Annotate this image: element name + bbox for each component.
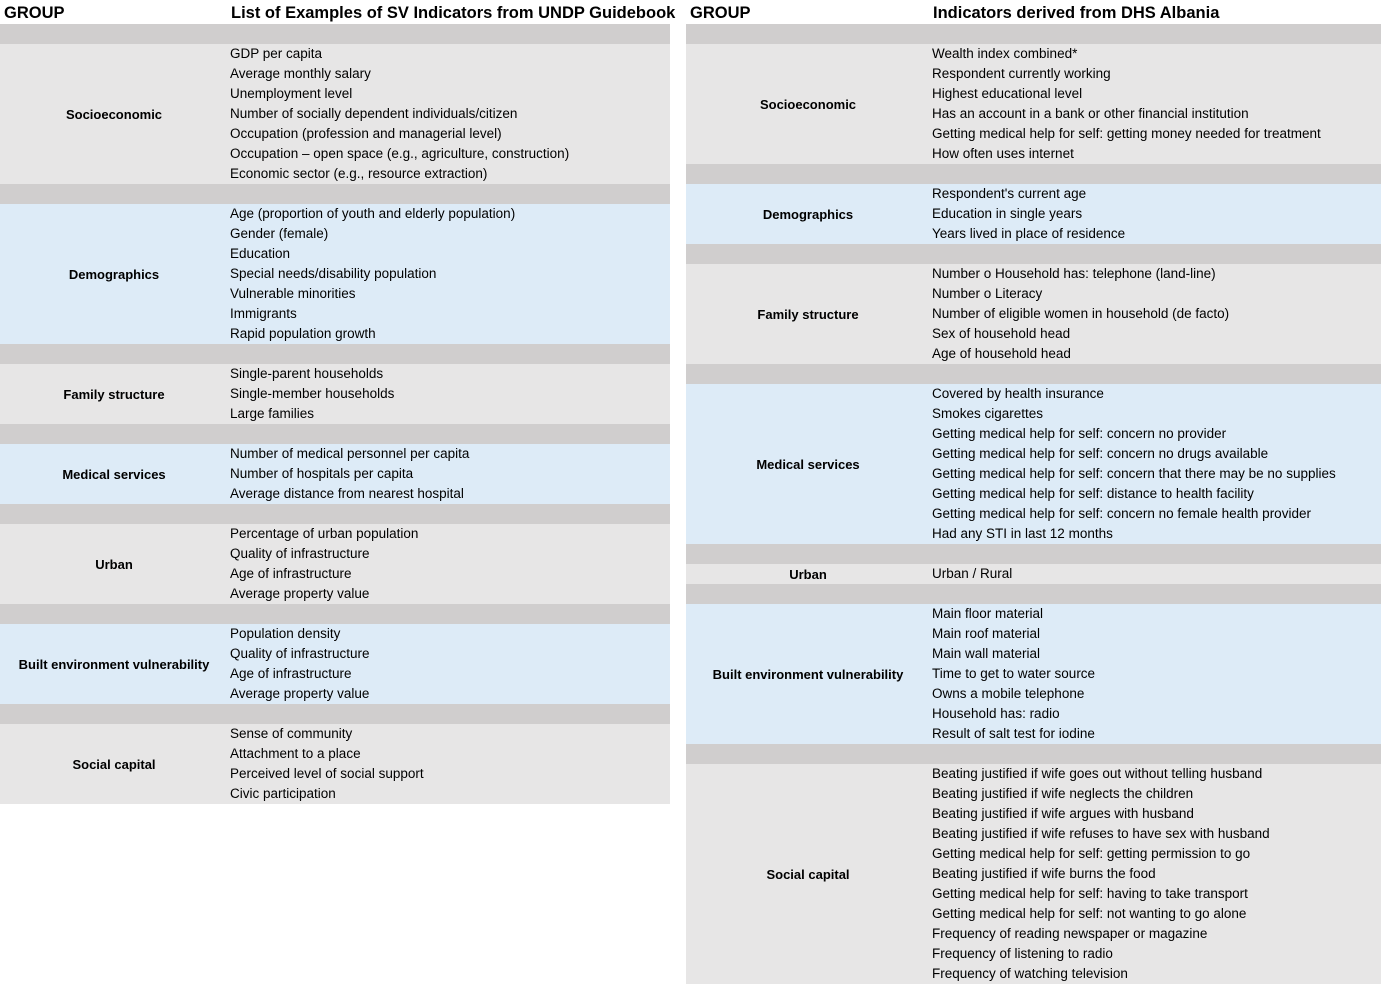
group-label: Medical services [756, 456, 860, 472]
indicator-item: Special needs/disability population [230, 266, 437, 281]
indicator-item: Getting medical help for self: concern no provider [932, 426, 1227, 441]
indicator-item: Quality of infrastructure [230, 546, 370, 561]
group-column-header: GROUP [4, 4, 65, 22]
section-spacer [0, 604, 670, 624]
indicator-item: Number o Household has: telephone (land-line) [932, 266, 1216, 281]
table-body [686, 24, 1381, 984]
indicator-item: Sex of household head [932, 326, 1071, 341]
group-column-header: GROUP [690, 4, 751, 22]
indicator-item: Beating justified if wife goes out without telling husband [932, 766, 1263, 781]
group-label: Family structure [757, 306, 859, 322]
group-label: Medical services [62, 466, 166, 482]
indicators-column-header: Indicators derived from DHS Albania [933, 4, 1220, 22]
indicator-item: Civic participation [230, 786, 336, 801]
indicator-item: Number of hospitals per capita [230, 466, 414, 481]
indicator-list [930, 764, 1381, 984]
indicator-item: Getting medical help for self: getting permission to go [932, 846, 1251, 861]
group-label: Urban [789, 566, 827, 582]
section-spacer [0, 24, 670, 44]
section-spacer [686, 364, 1381, 384]
section-spacer [0, 424, 670, 444]
indicator-item: Beating justified if wife argues with husband [932, 806, 1194, 821]
indicator-item: Single-parent households [230, 366, 384, 381]
indicator-item: Population density [230, 626, 341, 641]
indicator-item: Age of household head [932, 346, 1071, 361]
indicator-list [228, 44, 670, 184]
indicator-item: Main roof material [932, 626, 1041, 641]
indicator-item: Age of infrastructure [230, 666, 352, 681]
indicator-item: Frequency of listening to radio [932, 946, 1113, 961]
indicator-item: Getting medical help for self: distance to health facility [932, 486, 1254, 501]
indicator-list [930, 604, 1381, 744]
section-row [686, 264, 1381, 364]
indicator-list [930, 384, 1381, 544]
section-row [686, 184, 1381, 244]
indicator-item: Wealth index combined* [932, 46, 1078, 61]
indicator-item: Number of medical personnel per capita [230, 446, 470, 461]
table-body [0, 24, 670, 804]
indicator-item: Beating justified if wife refuses to have sex with husband [932, 826, 1270, 841]
indicator-list [228, 364, 670, 424]
indicator-item: Time to get to water source [932, 666, 1096, 681]
group-label: Demographics [762, 206, 854, 222]
indicator-item: Large families [230, 406, 315, 421]
indicator-item: Number of socially dependent individuals/citizen [230, 106, 518, 121]
table-header [0, 0, 676, 24]
section-row [0, 724, 670, 804]
section-row [0, 624, 670, 704]
indicator-item: Vulnerable minorities [230, 286, 356, 301]
indicator-list [930, 264, 1381, 364]
section-row [0, 364, 670, 424]
indicator-list [930, 44, 1381, 164]
section-row [686, 44, 1381, 164]
section-spacer [0, 704, 670, 724]
section-spacer [686, 244, 1381, 264]
table-header [686, 0, 1381, 24]
section-spacer [0, 344, 670, 364]
indicator-item: Getting medical help for self: concern that there may be no supplies [932, 466, 1336, 481]
indicator-item: Average property value [230, 586, 370, 601]
indicator-item: Frequency of watching television [932, 966, 1128, 981]
indicator-item: Economic sector (e.g., resource extraction) [230, 166, 488, 181]
indicator-list [228, 724, 670, 804]
section-row [0, 204, 670, 344]
section-row [686, 604, 1381, 744]
group-label: Urban [95, 556, 133, 572]
group-label: Socioeconomic [759, 96, 857, 112]
indicator-item: Respondent's current age [932, 186, 1087, 201]
indicator-item: Respondent currently working [932, 66, 1111, 81]
section-row [686, 764, 1381, 984]
group-label: Demographics [68, 266, 160, 282]
indicator-list [930, 184, 1381, 244]
indicator-item: Average property value [230, 686, 370, 701]
indicator-item: Sense of community [230, 726, 353, 741]
group-label: Family structure [63, 386, 165, 402]
indicator-list [228, 524, 670, 604]
indicators-column-header: List of Examples of SV Indicators from UNDP Guidebook [231, 4, 676, 22]
group-label: Socioeconomic [65, 106, 163, 122]
indicator-item: Had any STI in last 12 months [932, 526, 1113, 541]
indicator-item: Getting medical help for self: not wanting to go alone [932, 906, 1247, 921]
indicator-item: Age of infrastructure [230, 566, 352, 581]
indicator-item: Occupation – open space (e.g., agriculture, construction) [230, 146, 570, 161]
indicator-item: Beating justified if wife neglects the children [932, 786, 1194, 801]
indicator-item: Getting medical help for self: concern no female health provider [932, 506, 1311, 521]
section-row [686, 564, 1381, 584]
dhs-albania-indicators-table [686, 0, 1381, 984]
indicator-item: Smokes cigarettes [932, 406, 1044, 421]
indicator-item: Average monthly salary [230, 66, 371, 81]
indicator-item: Number o Literacy [932, 286, 1043, 301]
indicator-item: Gender (female) [230, 226, 329, 241]
indicator-item: Result of salt test for iodine [932, 726, 1095, 741]
indicator-item: Getting medical help for self: getting money needed for treatment [932, 126, 1321, 141]
indicator-item: Perceived level of social support [230, 766, 424, 781]
group-label: Built environment vulnerability [18, 656, 210, 672]
section-spacer [0, 504, 670, 524]
indicator-item: Occupation (profession and managerial level) [230, 126, 502, 141]
section-spacer [686, 24, 1381, 44]
indicator-item: Main wall material [932, 646, 1041, 661]
section-spacer [686, 544, 1381, 564]
indicator-item: Education [230, 246, 291, 261]
indicator-item: Age (proportion of youth and elderly population) [230, 206, 516, 221]
indicator-item: Beating justified if wife burns the food [932, 866, 1156, 881]
indicator-list [228, 204, 670, 344]
section-row [0, 44, 670, 184]
indicator-item: Main floor material [932, 606, 1044, 621]
indicator-list [930, 564, 1381, 584]
indicator-item: Highest educational level [932, 86, 1083, 101]
indicator-item: How often uses internet [932, 146, 1074, 161]
indicator-item: Single-member households [230, 386, 395, 401]
section-row [0, 524, 670, 604]
indicator-item: Percentage of urban population [230, 526, 419, 541]
indicator-item: Rapid population growth [230, 326, 376, 341]
section-spacer [686, 744, 1381, 764]
section-row [0, 444, 670, 504]
indicator-item: Has an account in a bank or other financial institution [932, 106, 1249, 121]
indicator-item: Getting medical help for self: having to take transport [932, 886, 1248, 901]
indicator-item: Unemployment level [230, 86, 353, 101]
undp-indicators-table [0, 0, 676, 804]
indicator-item: Immigrants [230, 306, 297, 321]
group-label: Social capital [766, 866, 850, 882]
group-label: Built environment vulnerability [712, 666, 904, 682]
indicator-item: GDP per capita [230, 46, 323, 61]
indicator-list [228, 624, 670, 704]
section-spacer [686, 584, 1381, 604]
indicator-item: Number of eligible women in household (de facto) [932, 306, 1230, 321]
indicator-item: Household has: radio [932, 706, 1060, 721]
section-row [686, 384, 1381, 544]
section-spacer [686, 164, 1381, 184]
indicator-item: Urban / Rural [932, 566, 1013, 581]
indicator-item: Attachment to a place [230, 746, 361, 761]
indicator-item: Quality of infrastructure [230, 646, 370, 661]
indicator-item: Covered by health insurance [932, 386, 1104, 401]
indicator-item: Getting medical help for self: concern no drugs available [932, 446, 1269, 461]
group-label: Social capital [72, 756, 156, 772]
indicator-item: Education in single years [932, 206, 1083, 221]
indicator-item: Owns a mobile telephone [932, 686, 1085, 701]
indicator-item: Frequency of reading newspaper or magazine [932, 926, 1208, 941]
section-spacer [0, 184, 670, 204]
indicator-list [228, 444, 670, 504]
indicator-item: Years lived in place of residence [932, 226, 1126, 241]
indicator-item: Average distance from nearest hospital [230, 486, 464, 501]
